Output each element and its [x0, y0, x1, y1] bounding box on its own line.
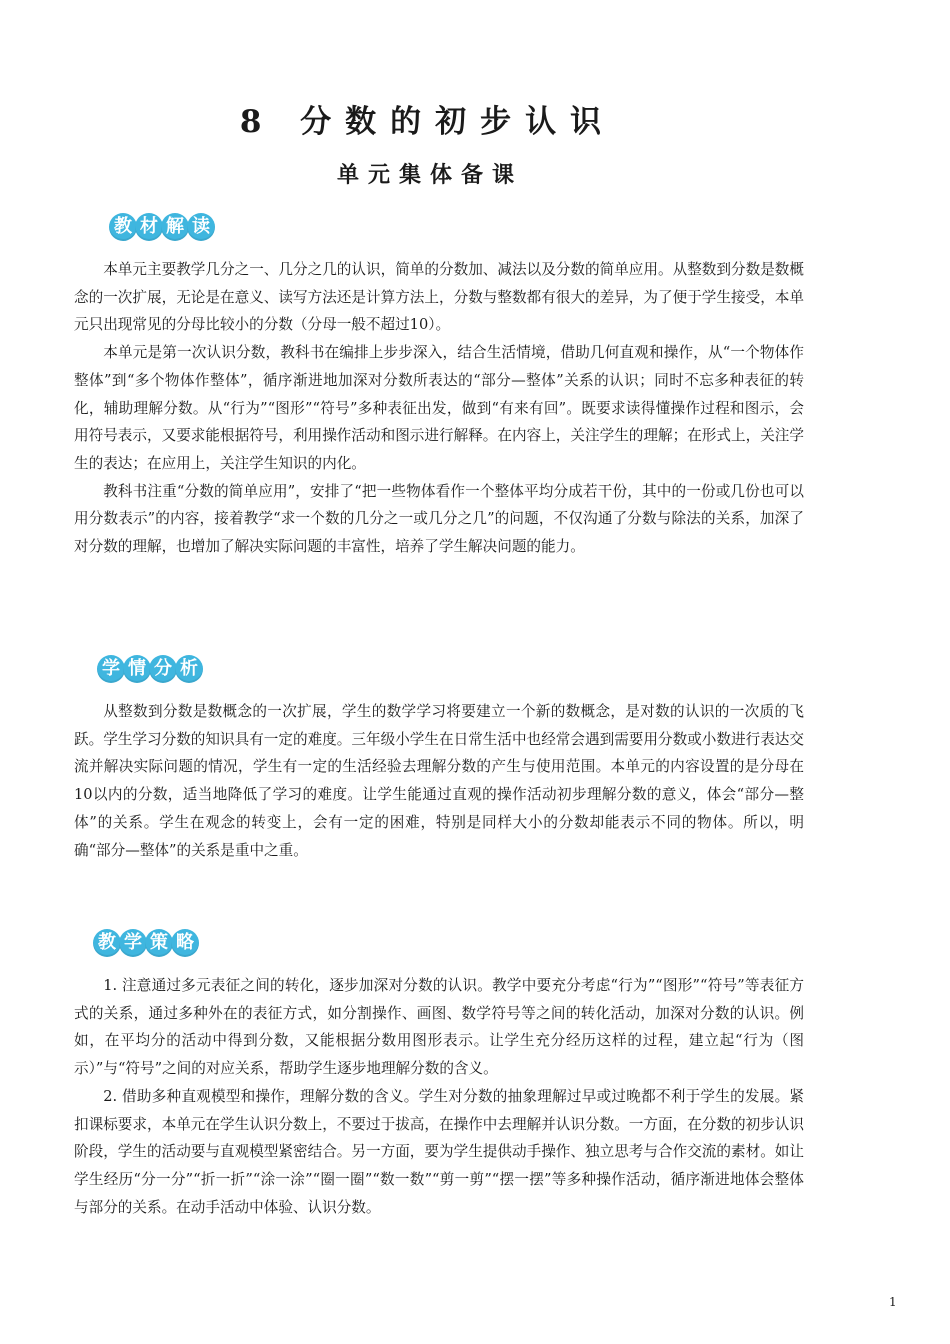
section-heading-badge [97, 655, 201, 683]
paragraph: 本单元主要教学几分之一、几分之几的认识，简单的分数加、减法以及分数的简单应用。从整数到分数是数概念的一次扩展，无论是在意义、读写方法还是计算方法上，分数与整数都有很大的差异，为了便于学生接受，本单元只出现常见的分母比较小的分数（分母一般不超过10）。 [74, 261, 804, 334]
page-subtitle: 单元集体备课 [336, 162, 523, 188]
heading-char: 情 [123, 655, 151, 683]
heading-char: 教 [109, 213, 137, 241]
page-number: 1 [889, 1295, 897, 1309]
section-body [74, 972, 804, 1221]
heading-char: 材 [135, 213, 163, 241]
paragraph: 教科书注重“分数的简单应用”，安排了“把一些物体看作一个整体平均分成若干份，其中的一份或几份也可以用分数表示”的内容，接着教学“求一个数的几分之一或几分之几”的问题，不仅沟通了分数与除法的关系，加深了对分数的理解，也增加了解决实际问题的丰富性，培养了学生解决问题的能力。 [74, 482, 804, 556]
section-heading-badge [109, 213, 213, 241]
heading-char: 析 [175, 655, 203, 683]
heading-char: 解 [161, 213, 189, 241]
heading-char: 分 [149, 655, 177, 683]
heading-char: 策 [145, 929, 173, 957]
heading-char: 学 [119, 929, 147, 957]
paragraph: 1. 注意通过多元表征之间的转化，逐步加深对分数的认识。教学中要充分考虑“行为”“图形”“符号”等表征方式的关系，通过多种外在的表征方式，如分割操作、画图、数学符号等之间的转化活动，加深对分数的认识。例如，在平均分的活动中得到分数，又能根据分数用图形表示。让学生充分经历这样的过程，建立起“行为（图示）”与“符号”之间的对应关系，帮助学生逐步地理解分数的含义。 [74, 977, 804, 1078]
section-body [74, 698, 804, 864]
paragraph: 2. 借助多种直观模型和操作，理解分数的含义。学生对分数的抽象理解过早或过晚都不利于学生的发展。紧扣课标要求，本单元在学生认识分数上，不要过于拔高，在操作中去理解并认识分数。一方面，在分数的初步认识阶段，学生的活动要与直观模型紧密结合。另一方面，要为学生提供动手操作、独立思考与合作交流的素材。如让学生经历“分一分”“折一折”“涂一涂”“圈一圈”“数一数”“剪一剪”“摆一摆”等多种操作活动，循序渐进地体会整体与部分的关系。在动手活动中体验、认识分数。 [74, 1087, 804, 1216]
heading-char: 学 [97, 655, 125, 683]
heading-char: 教 [93, 929, 121, 957]
paragraph: 从整数到分数是数概念的一次扩展，学生的数学学习将要建立一个新的数概念，是对数的认识的一次质的飞跃。学生学习分数的知识具有一定的难度。三年级小学生在日常生活中也经常会遇到需要用分数或小数进行表达交流并解决实际问题的情况，学生有一定的生活经验去理解分数的产生与使用范围。本单元的内容设置的是分母在10以内的分数，适当地降低了学习的难度。让学生能通过直观的操作活动初步理解分数的意义，体会“部分—整体”的关系。学生在观念的转变上，会有一定的困难，特别是同样大小的分数却能表示不同的物体。所以，明确“部分—整体”的关系是重中之重。 [74, 703, 804, 859]
heading-char: 读 [187, 213, 215, 241]
section-heading-badge [93, 929, 197, 957]
section-body [74, 256, 804, 561]
page-title: 8 分数的初步认识 [239, 104, 616, 140]
heading-char: 略 [171, 929, 199, 957]
paragraph: 本单元是第一次认识分数，教科书在编排上步步深入，结合生活情境，借助几何直观和操作，从“一个物体作整体”到“多个物体作整体”，循序渐进地加深对分数所表达的“部分—整体”关系的认识；同时不忘多种表征的转化，辅助理解分数。从“行为”“图形”“符号”多种表征出发，做到“有来有回”。既要求读得懂操作过程和图示，会用符号表示，又要求能根据符号，利用操作活动和图示进行解释。在内容上，关注学生的理解；在形式上，关注学生的表达；在应用上，关注学生知识的内化。 [74, 344, 804, 472]
